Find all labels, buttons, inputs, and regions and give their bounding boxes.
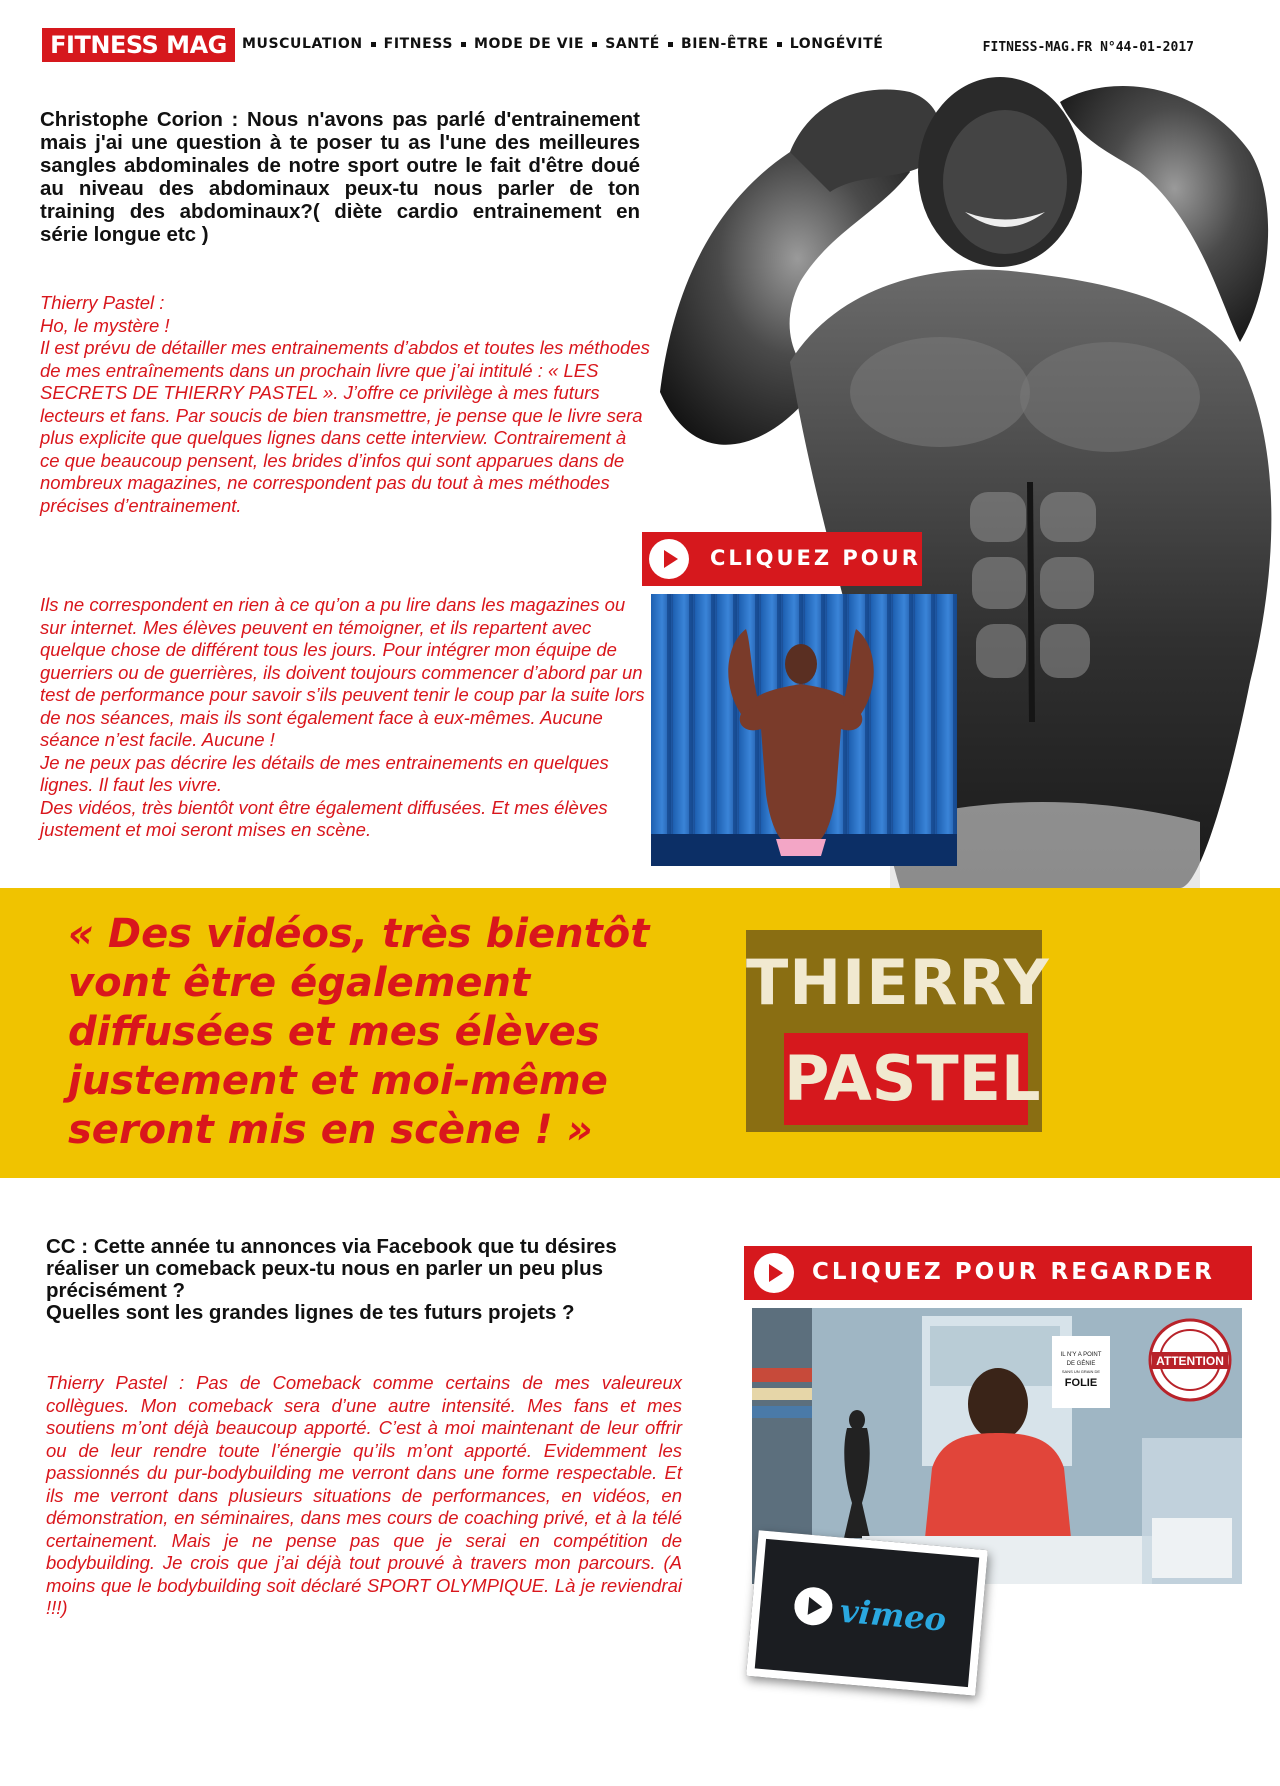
nav-separator [668, 42, 673, 47]
stamp-text: ATTENTION [1156, 1354, 1224, 1368]
video-thumbnail-1[interactable] [651, 594, 957, 866]
vimeo-badge[interactable] [746, 1530, 988, 1695]
name-plate [746, 930, 1050, 1132]
interview-answer-2: Thierry Pastel : Pas de Comeback comme certains de mes valeureux collègues. Mon comeback sera d’une autre intensité. Mes fans et mes soutiens m’ont déjà beaucoup apporté. C’est à moi maintenant de leur offrir ou de leur rendre toute l’énergie qu’ils m’ont apporté. Evidemment les passionnés du pur-bodybuilding me verront dans une forme respectable. Et ils me verront dans plusieurs situations de performances, en vidéos, en démonstration, en séminaires, dans mes cours de coaching privé, et à la télé certainement. Mais je ne pense pas que je serai en compétition de bodybuilding. Je crois que j’ai déjà tout prouvé à travers mon parcours. (A moins que le bodybuilding soit déclaré SPORT OLYMPIQUE. Là je reviendrai !!!) [46, 1372, 682, 1618]
poster-line-3: SANS UN GRAIN DE [1061, 1369, 1101, 1374]
name-plate-first-name: THIERRY [746, 946, 1050, 1019]
nav-item-sante[interactable]: SANTÉ [605, 36, 660, 52]
brand-logo[interactable]: FITNESS MAG [42, 28, 235, 62]
watch-video-label: CLIQUEZ POUR REGARDER [812, 1259, 1215, 1285]
nav-separator [777, 42, 782, 47]
nav-item-bien-etre[interactable]: BIEN-ÊTRE [680, 36, 769, 52]
play-icon [649, 539, 689, 579]
poster-line-1: IL N'Y A POINT [1060, 1352, 1102, 1358]
issue-number: FITNESS-MAG.FR N°44-01-2017 [982, 40, 1194, 55]
vimeo-label: vimeo [838, 1591, 948, 1639]
vimeo-play-icon [793, 1586, 834, 1627]
play-icon [754, 1253, 794, 1293]
nav-separator [592, 42, 597, 47]
poster-line-4: FOLIE [1064, 1377, 1098, 1389]
interview-answer-1-part-2: Ils ne correspondent en rien à ce qu’on a pu lire dans les magazines ou sur internet. Mes élèves peuvent en témoigner, et ils repartent avec quelque chose de différent tous les jours. Pour intégrer mon équipe de guerriers ou de guerrières, ils doivent toujours commencer d’abord par un test de performance pour savoir s’ils peuvent tenir le coup par la suite lors de nos séances, mais ils sont également face à eux-mêmes. Aucune séance n’est facile. Aucune ! Je ne peux pas décrire les détails de mes entrainements en quelques lignes. Il faut les vivre. Des vidéos, très bientôt vont être également diffusées. Et mes élèves justement et moi seront mises en scène. [40, 594, 645, 840]
watch-video-label: CLIQUEZ POUR [710, 546, 921, 570]
nav-item-mode-de-vie[interactable]: MODE DE VIE [474, 36, 585, 52]
interview-question-1: Christophe Corion : Nous n'avons pas parlé d'entrainement mais j'ai une question à te poser tu as l'une des meilleures sangles abdominales de notre sport outre le fait d'être doué au niveau des abdominaux peux-tu nous parler de ton training des abdominaux?( diète cardio entrainement en série longue etc ) [40, 108, 640, 246]
nav-item-musculation[interactable]: MUSCULATION [242, 36, 363, 52]
nav-item-fitness[interactable]: FITNESS [383, 36, 454, 52]
interview-question-2: CC : Cette année tu annonces via Facebook que tu désires réaliser un comeback peux-tu nous en parler un peu plus précisément ? Quelles sont les grandes lignes de tes futurs projets ? [46, 1235, 617, 1324]
nav-item-longevite[interactable]: LONGÉVITÉ [789, 36, 884, 52]
name-plate-last-name: PASTEL [784, 1042, 1041, 1115]
watch-video-button-2[interactable] [744, 1246, 1252, 1300]
interview-answer-1-part-1: Thierry Pastel : Ho, le mystère ! Il est prévu de détailler mes entrainements d’abdos et toutes les méthodes de mes entraînements dans un prochain livre que j’ai intitulé : « LES SECRETS DE THIERRY PASTEL ». J’offre ce privilège à mes futurs lecteurs et fans. Par soucis de bien transmettre, je pense que le livre sera plus explicite que quelques lignes dans cette interview. Contrairement à ce que beaucoup pensent, les brides d’infos qui sont apparues dans de nombreux magazines, ne correspondent pas du tout à mes méthodes précises d’entrainement. [40, 292, 650, 516]
poster-line-2: DE GÉNIE [1066, 1361, 1096, 1367]
watch-video-button-1[interactable] [642, 532, 922, 586]
nav-separator [461, 42, 466, 47]
pullquote-text: « Des vidéos, très bientôt vont être également diffusées et mes élèves justement et moi-même seront mis en scène ! » [68, 911, 650, 1153]
section-nav [242, 36, 883, 52]
nav-separator [371, 42, 376, 47]
